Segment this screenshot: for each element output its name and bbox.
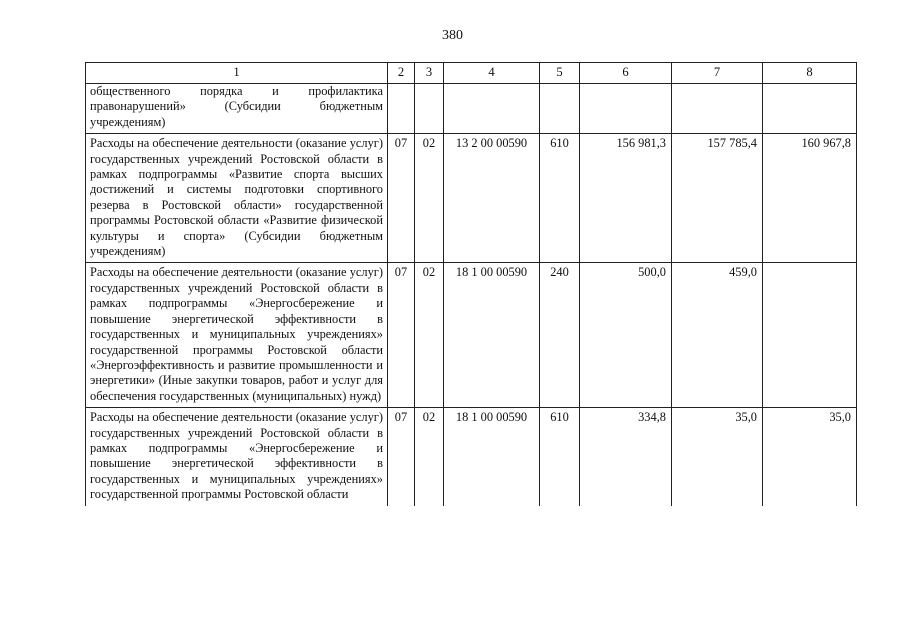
table-row bbox=[86, 84, 857, 134]
section-code: 07 bbox=[388, 134, 415, 263]
subsection-code bbox=[415, 84, 444, 134]
target-article-code: 18 1 00 00590 bbox=[444, 263, 540, 408]
amount-col-6: 334,8 bbox=[580, 408, 672, 506]
expense-description: Расходы на обеспечение деятельности (оказание услуг) государственных учреждений Ростовской области в рамках подпрограммы «Развитие спорта высших достижений и системы подготовки спортивного резерва в Ростовской области» государственной программы Ростовской области «Развитие физической культуры и спорта» (Субсидии бюджетным учреждениям) bbox=[86, 134, 388, 263]
section-code: 07 bbox=[388, 408, 415, 506]
expense-description: Расходы на обеспечение деятельности (оказание услуг) государственных учреждений Ростовской области в рамках подпрограммы «Энергосбережение и повышение энергетической эффективности в государственных и муниципальных учреждениях» государственной программы Ростовской области «Энергоэффективность и развитие промышленности и энергетики» (Иные закупки товаров, работ и услуг для обеспечения государственных (муниципальных) нужд) bbox=[86, 263, 388, 408]
subsection-code: 02 bbox=[415, 408, 444, 506]
subsection-code: 02 bbox=[415, 134, 444, 263]
table-row bbox=[86, 263, 857, 408]
amount-col-8: 35,0 bbox=[763, 408, 857, 506]
expense-type-code bbox=[540, 84, 580, 134]
column-header: 4 bbox=[444, 63, 540, 84]
target-article-code bbox=[444, 84, 540, 134]
amount-col-7: 35,0 bbox=[672, 408, 763, 506]
amount-col-8 bbox=[763, 263, 857, 408]
expense-description: общественного порядка и профилактика правонарушений» (Субсидии бюджетным учреждениям) bbox=[86, 84, 388, 134]
expense-type-code: 610 bbox=[540, 408, 580, 506]
expense-description: Расходы на обеспечение деятельности (оказание услуг) государственных учреждений Ростовской области в рамках подпрограммы «Энергосбережение и повышение энергетической эффективности в государственных и муниципальных учреждениях» государственной программы Ростовской области bbox=[86, 408, 388, 506]
section-code bbox=[388, 84, 415, 134]
amount-col-6: 500,0 bbox=[580, 263, 672, 408]
amount-col-8: 160 967,8 bbox=[763, 134, 857, 263]
column-header: 8 bbox=[763, 63, 857, 84]
column-header: 3 bbox=[415, 63, 444, 84]
budget-table bbox=[85, 62, 857, 506]
column-header: 6 bbox=[580, 63, 672, 84]
amount-col-8 bbox=[763, 84, 857, 134]
amount-col-7: 459,0 bbox=[672, 263, 763, 408]
expense-type-code: 610 bbox=[540, 134, 580, 263]
target-article-code: 13 2 00 00590 bbox=[444, 134, 540, 263]
column-header: 1 bbox=[86, 63, 388, 84]
section-code: 07 bbox=[388, 263, 415, 408]
subsection-code: 02 bbox=[415, 263, 444, 408]
page-number: 380 bbox=[442, 28, 463, 43]
table-header-row bbox=[86, 63, 857, 84]
target-article-code: 18 1 00 00590 bbox=[444, 408, 540, 506]
column-header: 7 bbox=[672, 63, 763, 84]
column-header: 5 bbox=[540, 63, 580, 84]
amount-col-7: 157 785,4 bbox=[672, 134, 763, 263]
expense-type-code: 240 bbox=[540, 263, 580, 408]
table-row bbox=[86, 134, 857, 263]
amount-col-7 bbox=[672, 84, 763, 134]
amount-col-6: 156 981,3 bbox=[580, 134, 672, 263]
column-header: 2 bbox=[388, 63, 415, 84]
amount-col-6 bbox=[580, 84, 672, 134]
table-row bbox=[86, 408, 857, 506]
